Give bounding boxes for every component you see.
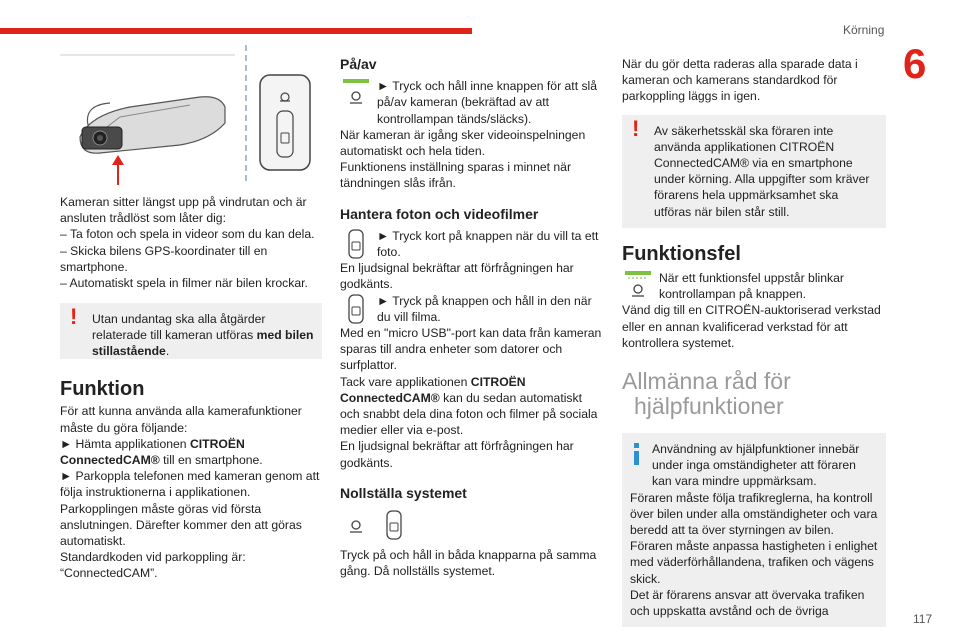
blinking-led-icon [622, 270, 654, 302]
hantera-text-2: Med en "micro USB"-port kan data från kameran sparas till andra enheter som datorer och surfplattor. [340, 326, 602, 373]
chapter-number: 6 [903, 40, 927, 87]
section-title-funktionsfel: Funktionsfel [622, 242, 741, 265]
advice-title [622, 369, 886, 419]
funktion-step-2: ► Parkoppla telefonen med kameran genom att följa instruktionerna i applikationen. [60, 469, 320, 500]
paav-text-1: När kameran är igång sker videoinspelningen automatiskt och hela tiden. [340, 127, 586, 159]
funktionsfel-step [622, 270, 886, 302]
reset-text: Tryck på och håll in båda knapparna på samma gång. Då nollställs systemet. [340, 548, 597, 579]
section-title-reset: Nollställa systemet [340, 484, 467, 501]
paav-step-text: ► Tryck och håll inne knappen för att slå på/av kameran (bekräftad av att kontrollampan tänds/släcks). [377, 79, 598, 126]
page-number: 117 [913, 612, 933, 626]
warning-box [60, 303, 322, 359]
warning-text: Av säkerhetsskäl ska föraren inte använda applikationen CITROËN ConnectedCAM® via en smartphone under körning. Alla uppgifter som kräver förarens hela uppmärksamhet ska utföras när bilen står still. [654, 123, 870, 219]
column-1 [60, 194, 322, 582]
header-red-bar [0, 28, 472, 34]
info-icon [634, 443, 639, 465]
step1-post: till en smartphone. [159, 453, 263, 468]
warning-bold: med bilen stillastående [92, 328, 314, 359]
warning-box [622, 115, 886, 228]
hantera-step-1 [340, 228, 602, 260]
hantera-p3-bold: CITROËN ConnectedCAM® [340, 374, 526, 405]
info-box [622, 433, 886, 627]
reset-icons [340, 509, 602, 541]
pairing-text: Parkopplingen måste göras vid första anslutningen. Därefter kommer den att göras automatiskt. [60, 501, 302, 549]
list-item: – Ta foton och spela in videor som du kan dela. [60, 227, 315, 242]
camera-button-icon [378, 509, 410, 541]
paav-text-2: Funktionens inställning sparas i minnet när tändningen slås ifrån. [340, 160, 572, 191]
info-text-4: Det är förarens ansvar att övervaka trafiken och uppskatta avstånd och de övriga [630, 587, 865, 619]
funktionsfel-text-2: Vänd dig till en CITROËN-auktoriserad verkstad eller en annan kvalificerad verkstad för att kontrollera systemet. [622, 303, 881, 350]
hantera-p3-pre: Tack vare applikationen [340, 374, 471, 389]
list-item: – Automatiskt spela in filmer när bilen krockar. [60, 276, 308, 291]
hantera-step-2 [340, 293, 602, 325]
section-name: Körning [843, 23, 885, 37]
hantera-text-1: En ljudsignal bekräftar att förfrågningen har godkänts. [340, 261, 574, 292]
column-3 [622, 56, 886, 627]
section-title-hantera: Hantera foton och videofilmer [340, 205, 539, 222]
camera-button-icon [340, 228, 372, 260]
list-item: – Skicka bilens GPS-koordinater till en smartphone. [60, 243, 268, 274]
step1-pre: ► Hämta applikationen [60, 436, 190, 451]
funktion-step-1 [60, 436, 322, 468]
camera-intro: Kameran sitter längst upp på vindrutan och är ansluten trådlöst som låter dig: [60, 195, 307, 226]
power-button-icon [340, 78, 372, 110]
paav-step [340, 78, 602, 127]
pairing-code-text: Standardkoden vid parkoppling är: “ConnectedCAM”. [60, 550, 246, 581]
info-text-3: Föraren måste anpassa hastigheten i enlighet med väderförhållandena, trafiken och vägens skick. [630, 539, 878, 586]
advice-title-line-1: Allmänna råd för [622, 368, 791, 395]
hantera-text-4: En ljudsignal bekräftar att förfrågningen har godkänts. [340, 439, 574, 470]
hantera-step-1-text: ► Tryck kort på knappen när du vill ta ett foto. [377, 228, 599, 260]
info-text-1: Användning av hjälpfunktioner innebär under inga omständigheter att föraren kan vara mindre uppmärksam. [652, 442, 860, 489]
info-text-2: Föraren måste följa trafikreglerna, ha kontroll över bilen under alla omständigheter och vara beredd att ta över styrningen av bilen. [630, 490, 878, 538]
warning-end: . [165, 344, 170, 359]
camera-illustration [60, 45, 320, 185]
step1-bold: CITROËN ConnectedCAM® [60, 436, 245, 468]
warning-icon: ! [632, 115, 640, 141]
advice-title-line-2: hjälpfunktioner [634, 393, 784, 420]
warning-icon: ! [70, 304, 78, 330]
hantera-text-3 [340, 374, 602, 439]
hantera-p3-post: kan du sedan automatiskt och snabbt dela dina foton och filmer på sociala medier eller via e-post. [340, 390, 598, 438]
section-title-paav: På/av [340, 56, 377, 72]
camera-button-icon [340, 293, 372, 325]
warning-text: Utan undantag ska alla åtgärder relaterade till kameran utföras [92, 312, 266, 343]
hantera-step-2-text: ► Tryck på knappen och håll in den när du vill filma. [377, 293, 592, 324]
section-title-funktion: Funktion [60, 378, 145, 401]
power-button-icon [340, 509, 372, 541]
reset-result-text: När du gör detta raderas alla sparade data i kameran och kamerans standardkod för parkoppling läggs in igen. [622, 57, 858, 104]
column-2 [340, 56, 602, 579]
funktion-text: För att kunna använda alla kamerafunktioner måste du göra följande: [60, 404, 302, 435]
funktionsfel-text-1: När ett funktionsfel uppstår blinkar kontrollampan på knappen. [659, 271, 844, 302]
